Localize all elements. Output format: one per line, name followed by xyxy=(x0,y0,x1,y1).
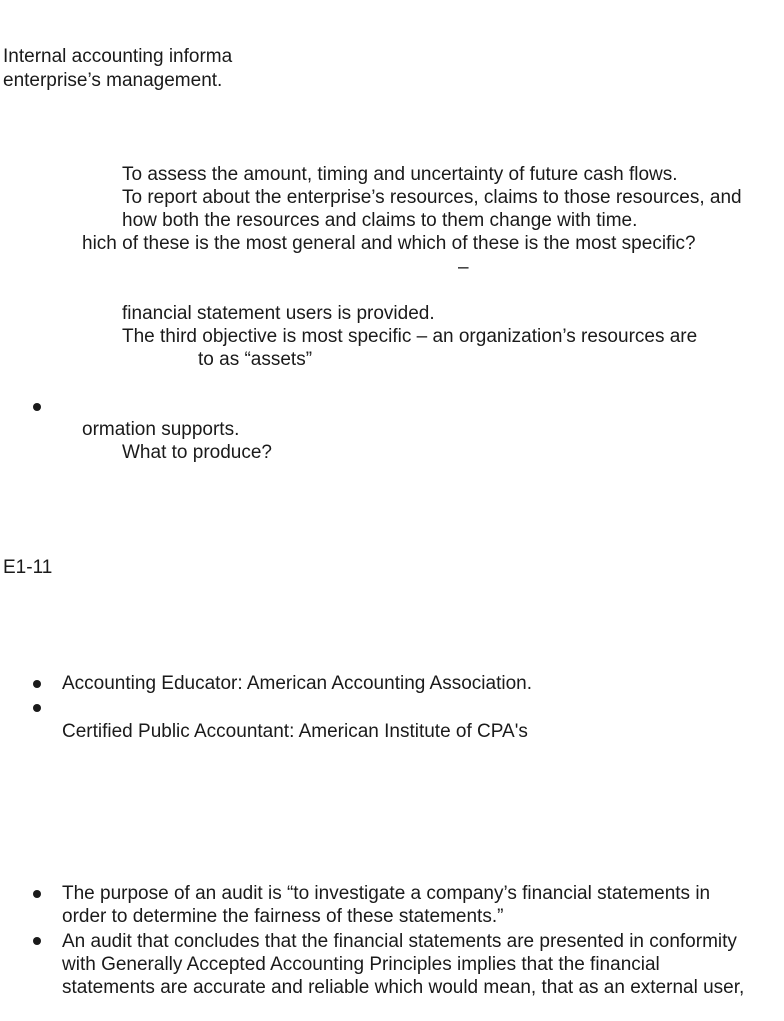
objective-cash-flows: To assess the amount, timing and uncertainty of future cash flows. xyxy=(122,164,678,185)
intro-line-1: Internal accounting informa xyxy=(3,46,233,67)
supports-line: ormation supports. xyxy=(82,419,240,440)
intro-line-2: enterprise’s management. xyxy=(3,70,223,91)
audit-conclusion-line-3: statements are accurate and reliable which would mean, that as an external user, xyxy=(62,977,745,998)
answer-line-3: to as “assets” xyxy=(198,349,313,370)
audit-purpose-line-2: order to determine the fairness of these statements.” xyxy=(62,906,504,927)
bullet-point xyxy=(33,937,41,945)
audit-conclusion-line-1: An audit that concludes that the financial statements are presented in conformity xyxy=(62,931,737,952)
objective-resources-line-1: To report about the enterprise’s resources, claims to those resources, and xyxy=(122,187,742,208)
bullet-point xyxy=(33,704,41,712)
objective-resources-line-2: how both the resources and claims to them change with time. xyxy=(122,210,638,231)
bullet-point xyxy=(33,403,41,411)
produce-question: What to produce? xyxy=(122,442,272,463)
org-cpa: Certified Public Accountant: American Institute of CPA's xyxy=(62,721,528,742)
audit-conclusion-line-2: with Generally Accepted Accounting Principles implies that the financial xyxy=(62,954,660,975)
dash-mark: – xyxy=(458,257,469,278)
answer-line-1: financial statement users is provided. xyxy=(122,303,435,324)
answer-line-2: The third objective is most specific – an organization’s resources are xyxy=(122,326,698,347)
audit-purpose-line-1: The purpose of an audit is “to investigate a company’s financial statements in xyxy=(62,883,711,904)
org-educator: Accounting Educator: American Accounting Association. xyxy=(62,673,532,694)
question-general-specific: hich of these is the most general and which of these is the most specific? xyxy=(82,233,696,254)
exercise-label: E1-11 xyxy=(3,557,53,578)
bullet-point xyxy=(33,890,41,898)
bullet-point xyxy=(33,680,41,688)
